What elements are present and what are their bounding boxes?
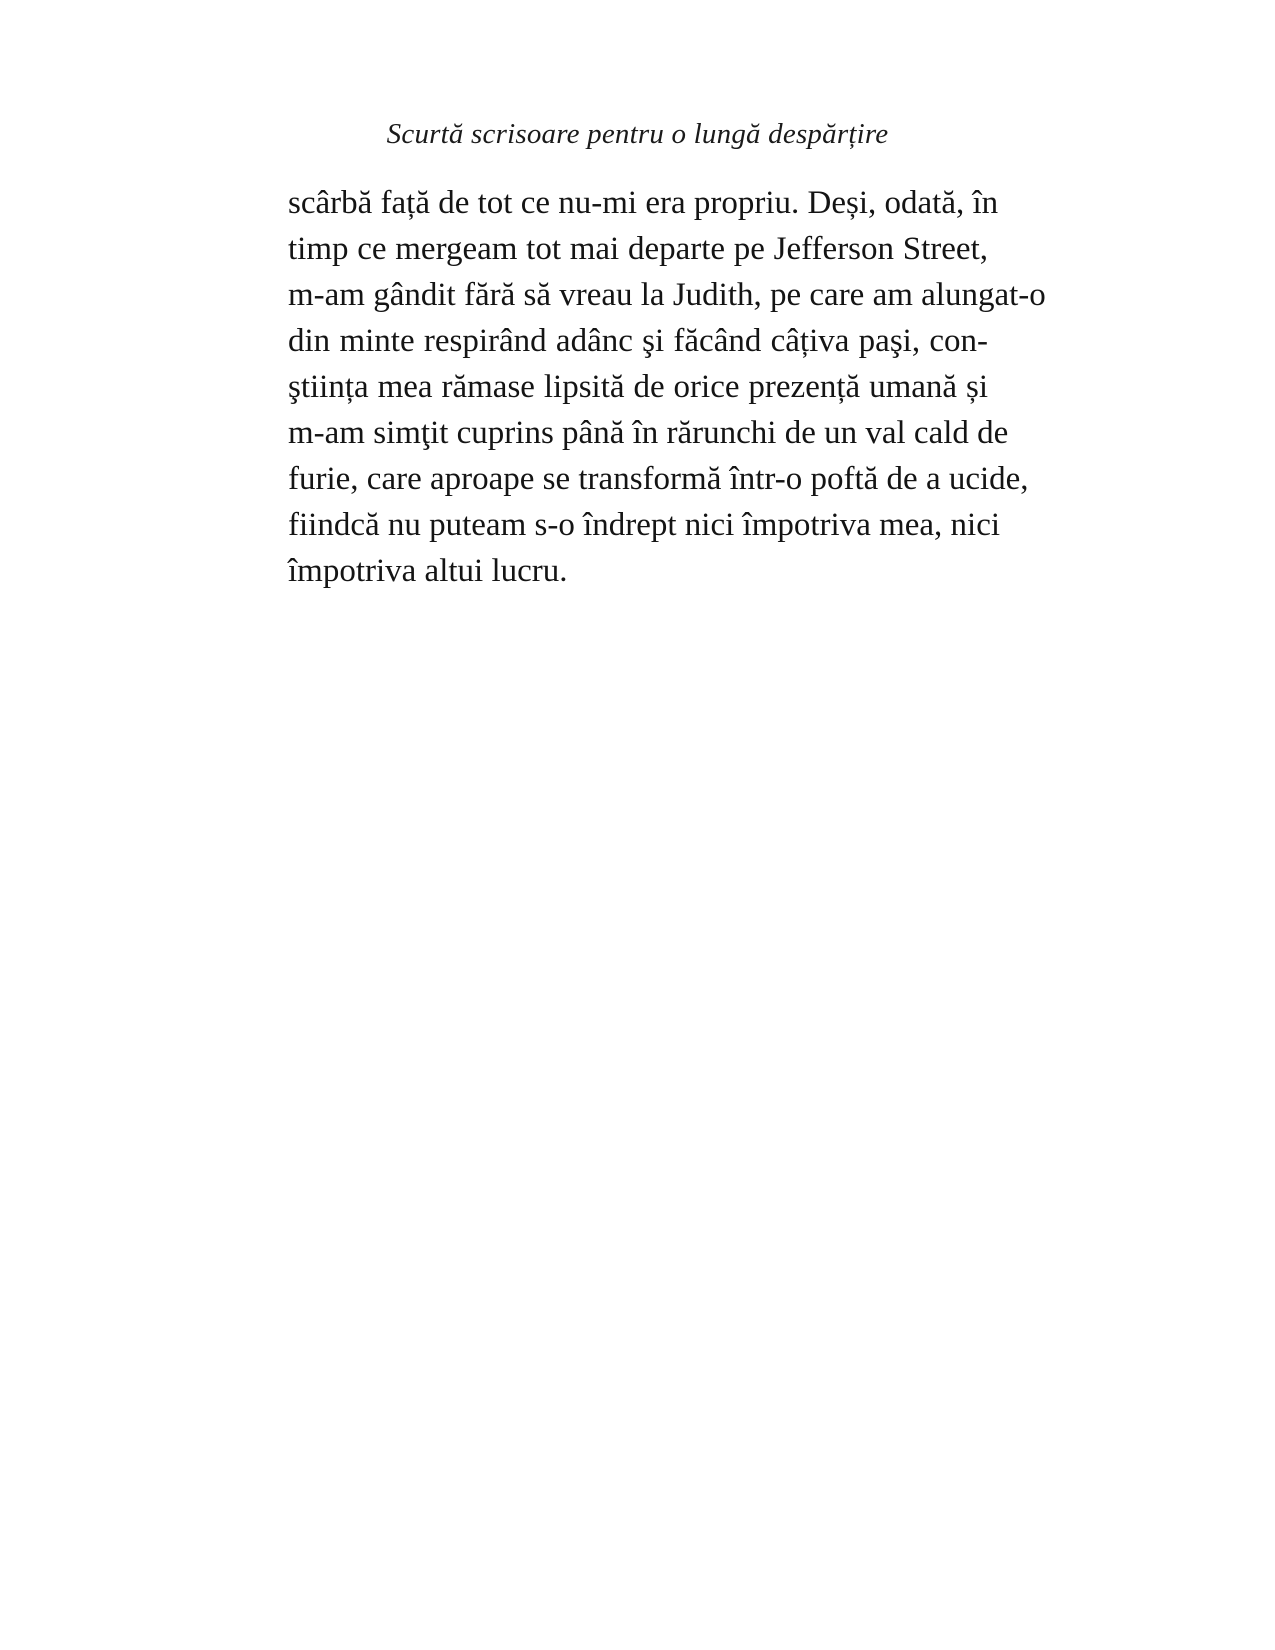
body-line: furie, care aproape se transformă într-o poftă de a ucide, <box>288 461 1029 497</box>
body-line: timp ce mergeam tot mai departe pe Jefferson Street, <box>288 231 988 267</box>
body-line: împotriva altui lucru. <box>288 553 568 589</box>
body-line: m-am gândit fără să vreau la Judith, pe care am alungat-o <box>288 277 1046 313</box>
body-line: ştiința mea rămase lipsită de orice prezență umană și <box>288 369 988 405</box>
running-header-title: Scurtă scrisoare pentru o lungă despărțire <box>386 118 889 150</box>
body-line: m-am simţit cuprins până în rărunchi de un val cald de <box>288 415 1009 451</box>
body-line: fiindcă nu puteam s-o îndrept nici împotriva mea, nici <box>288 507 1001 543</box>
body-line: din minte respirând adânc şi făcând câțiva paşi, con- <box>288 323 988 359</box>
body-paragraph <box>288 180 1046 594</box>
body-line: scârbă față de tot ce nu-mi era propriu. Deși, odată, în <box>288 185 999 221</box>
